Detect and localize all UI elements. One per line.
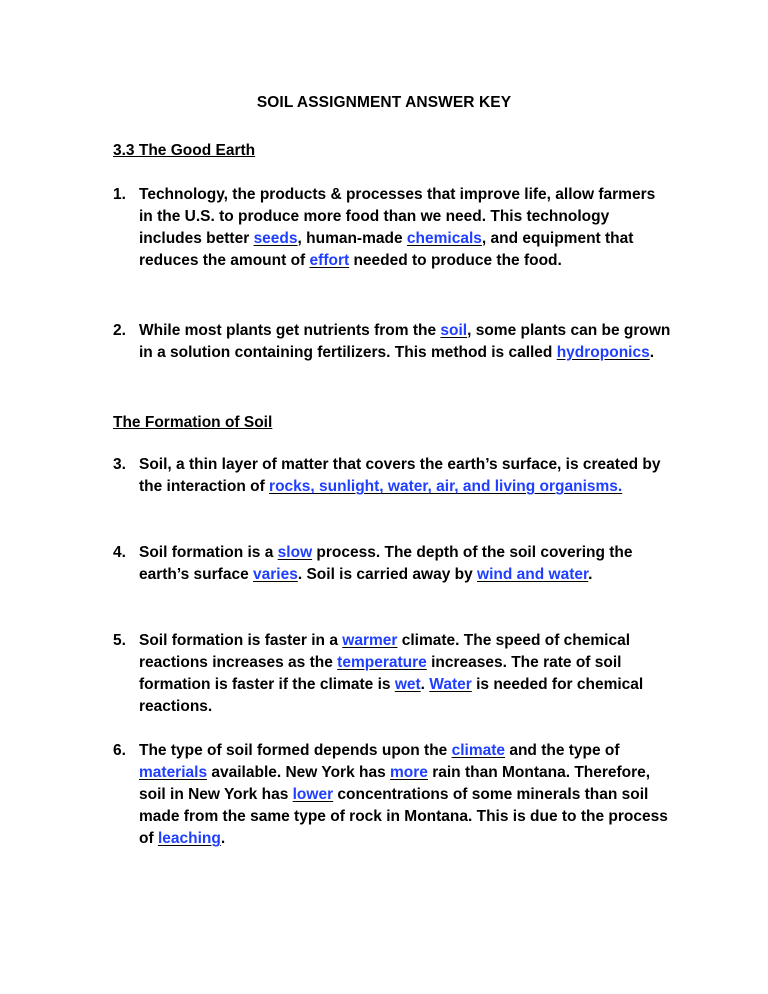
answer-blank: wet — [394, 676, 421, 693]
answer-blank: warmer — [342, 632, 398, 649]
question-fragment: . Soil is carried away by — [297, 566, 478, 583]
question-text — [139, 630, 673, 718]
question-fragment: , some plants can be grown in a solution containing fertilizers. This method is called — [139, 322, 671, 361]
question-fragment: Soil formation is a — [139, 544, 278, 561]
section-heading-formation: The Formation of Soil — [113, 414, 273, 431]
question-6 — [113, 740, 673, 850]
question-fragment: Soil, a thin layer of matter that covers the earth’s surface, is created by the interaction of — [139, 456, 661, 495]
question-fragment: . — [649, 344, 655, 361]
question-text — [139, 542, 673, 586]
page-title: SOIL ASSIGNMENT ANSWER KEY — [256, 94, 512, 111]
question-4 — [113, 542, 673, 586]
answer-blank: more — [390, 764, 428, 781]
question-number: 1. — [113, 186, 126, 203]
question-fragment: The type of soil formed depends upon the — [139, 742, 452, 759]
answer-blank: materials — [139, 764, 208, 781]
question-number: 3. — [113, 456, 126, 473]
question-text — [139, 740, 673, 850]
answer-blank: effort — [309, 252, 350, 269]
question-fragment: and the type of — [505, 742, 620, 759]
question-number: 4. — [113, 544, 126, 561]
question-number: 5. — [113, 632, 126, 649]
question-fragment: , and equipment that reduces the amount of — [139, 230, 634, 269]
question-number: 6. — [113, 742, 126, 759]
question-number: 2. — [113, 322, 126, 339]
answer-blank: Water — [429, 676, 472, 693]
question-text — [139, 184, 673, 272]
question-text — [139, 454, 673, 498]
answer-blank: lower — [292, 786, 334, 803]
question-text — [139, 320, 673, 364]
answer-blank: climate — [451, 742, 506, 759]
question-fragment: Soil formation is faster in a — [139, 632, 343, 649]
answer-blank: varies — [253, 566, 298, 583]
question-fragment: is needed for chemical reactions. — [139, 676, 644, 715]
answer-blank: seeds — [253, 230, 298, 247]
question-fragment: . — [420, 676, 430, 693]
answer-blank: leaching — [157, 830, 221, 847]
answer-blank: soil — [440, 322, 468, 339]
answer-blank: rocks, sunlight, water, air, and living organisms. — [269, 478, 623, 495]
question-fragment: concentrations of some minerals than soil made from the same type of rock in Montana. This is due to the process of — [139, 786, 668, 847]
question-fragment: , human-made — [297, 230, 407, 247]
question-fragment: rain than Montana. Therefore, soil in New York has — [139, 764, 651, 803]
question-fragment: needed to produce the food. — [349, 252, 562, 269]
answer-blank: chemicals — [406, 230, 482, 247]
answer-blank: wind and water — [477, 566, 589, 583]
question-fragment: While most plants get nutrients from the — [139, 322, 441, 339]
answer-blank: hydroponics — [556, 344, 650, 361]
question-fragment: process. The depth of the soil covering the earth’s surface — [139, 544, 633, 583]
question-fragment: . — [588, 566, 593, 583]
question-2 — [113, 320, 673, 364]
section-heading-good-earth: 3.3 The Good Earth — [113, 142, 256, 159]
question-5 — [113, 630, 673, 718]
question-fragment: . — [220, 830, 226, 847]
answer-blank: temperature — [337, 654, 427, 671]
question-3 — [113, 454, 673, 498]
question-fragment: climate. The speed of chemical reactions increases as the — [139, 632, 631, 671]
answer-blank: slow — [277, 544, 313, 561]
question-fragment: increases. The rate of soil formation is faster if the climate is — [139, 654, 622, 693]
question-1 — [113, 184, 673, 272]
question-fragment: Technology, the products & processes that improve life, allow farmers in the U.S. to produce more food than we need. This technology includes better — [139, 186, 656, 247]
question-fragment: available. New York has — [207, 764, 391, 781]
